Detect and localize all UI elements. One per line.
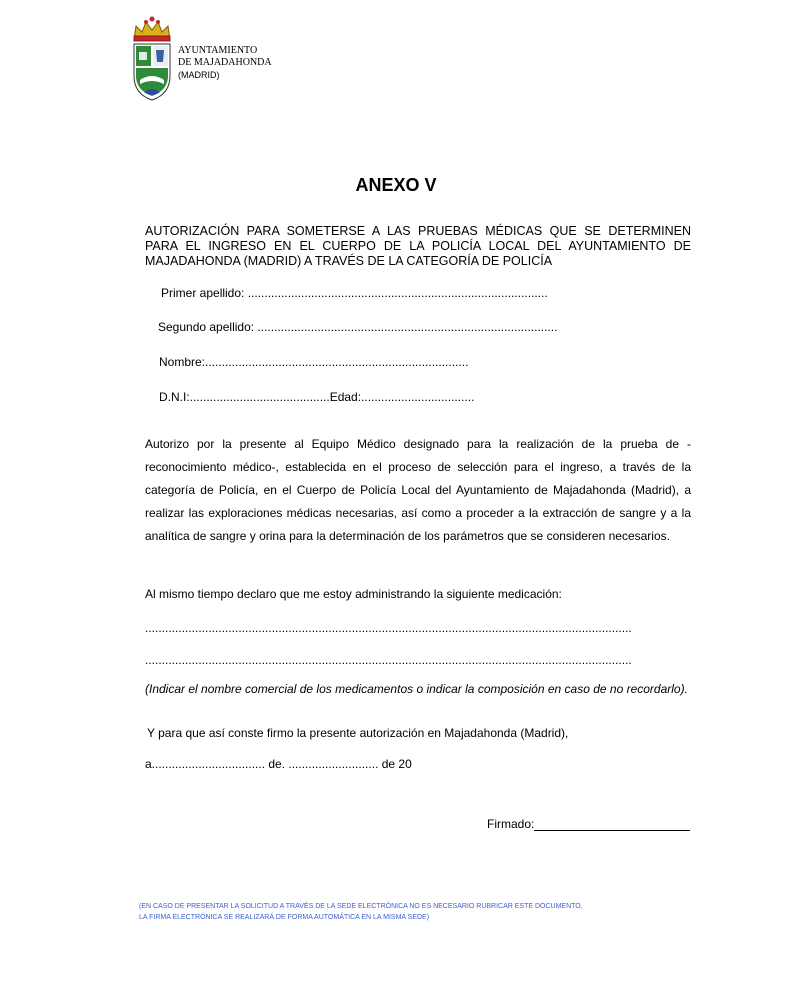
authorization-paragraph: Autorizo por la presente al Equipo Médico designado para la realización de la prueba de -reconocimiento médico-, establecida en el proceso de selección para el ingreso, a través de la categoría de Policía, en el Cuerpo de Policía Local del Ayuntamiento de Majadahonda (Madrid), a realizar las exploraciones médicas necesarias, así como a proceder a la extracción de sangre y a la analítica de sangre y orina para la determinación de los parámetros que se consideren necesarios. bbox=[145, 437, 691, 543]
footer-line-2: LA FIRMA ELECTRÓNICA SE REALIZARÁ DE FORMA AUTOMÁTICA EN LA MISMA SEDE) bbox=[139, 914, 430, 921]
signature-line bbox=[534, 816, 690, 831]
org-line-3: (MADRID) bbox=[178, 70, 220, 80]
primer-apellido-field: Primer apellido: .......................................................................................... bbox=[161, 286, 548, 300]
org-line-2: DE MAJADAHONDA bbox=[178, 57, 272, 68]
signature-label: Firmado: bbox=[487, 817, 535, 831]
footer-line-1: (EN CASO DE PRESENTAR LA SOLICITUD A TRAVÉS DE LA SEDE ELECTRÓNICA NO ES NECESARIO RUBRICAR ESTE DOCUMENTO, bbox=[139, 903, 583, 910]
organization-name bbox=[178, 45, 272, 81]
nombre-field: Nombre:............................................................................... bbox=[159, 355, 469, 369]
document-title: ANEXO V bbox=[355, 175, 437, 195]
signature-block bbox=[487, 816, 690, 831]
footer-note bbox=[139, 901, 699, 923]
coat-of-arms-logo bbox=[130, 14, 174, 102]
closing-statement: Y para que así conste firmo la presente autorización en Majadahonda (Madrid), bbox=[147, 726, 569, 740]
dni-edad-field: D.N.I:..........................................Edad:.................................. bbox=[159, 390, 475, 404]
segundo-apellido-field: Segundo apellido: .......................................................................................... bbox=[158, 320, 558, 334]
medication-declaration: Al mismo tiempo declaro que me estoy administrando la siguiente medicación: bbox=[145, 587, 562, 601]
org-line-1: AYUNTAMIENTO bbox=[178, 45, 258, 56]
document-subtitle: AUTORIZACIÓN PARA SOMETERSE A LAS PRUEBAS MÉDICAS QUE SE DETERMINEN PARA EL INGRESO EN EL CUERPO DE LA POLICÍA LOCAL DEL AYUNTAMIENTO DE MAJADAHONDA (MADRID) A TRAVÉS DE LA CATEGORÍA DE POLICÍA bbox=[145, 224, 691, 268]
medication-line-2: .................................................................................................................................................. bbox=[145, 653, 632, 667]
date-line: a.................................. de. ........................... de 20 bbox=[145, 757, 412, 771]
medication-note: (Indicar el nombre comercial de los medicamentos o indicar la composición en caso de no recordarlo). bbox=[145, 682, 688, 696]
medication-line-1: .................................................................................................................................................. bbox=[145, 621, 632, 635]
